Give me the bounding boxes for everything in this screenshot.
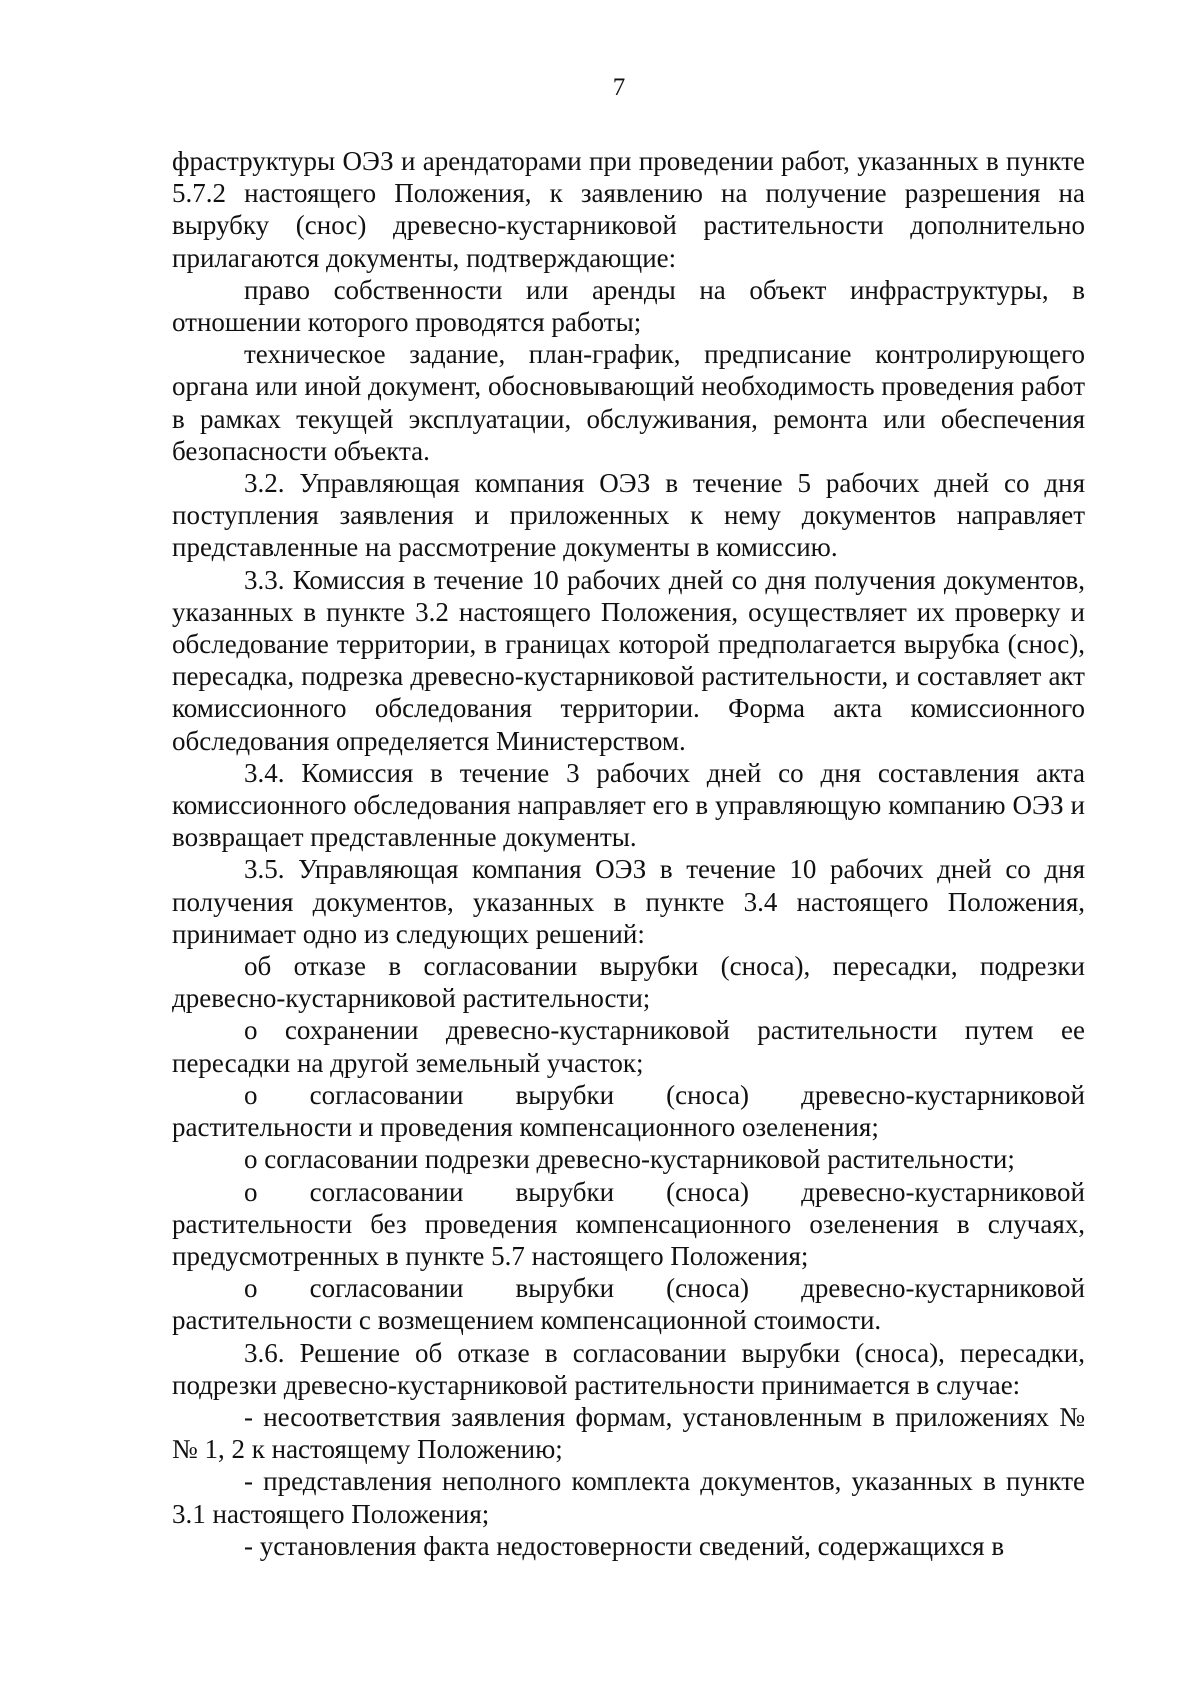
paragraph: - установления факта недостоверности сведений, содержащихся в (244, 1530, 1005, 1561)
paragraph: о согласовании подрезки древесно-кустарниковой растительности; (244, 1144, 1015, 1175)
paragraph: 3.5. Управляющая компания ОЭЗ в течение 10 рабочих дней со дня получения документов, указанных в пункте 3.4 настоящего Положения, принимает одно из следующих решений: (172, 854, 1085, 949)
paragraph: техническое задание, план-график, предписание контролирующего органа или иной документ, обосновывающий необходимость проведения работ в рамках текущей эксплуатации, обслуживания, ремонта или обеспечения безопасности объекта. (172, 339, 1085, 466)
paragraph: право собственности или аренды на объект инфраструктуры, в отношении которого проводятся работы; (172, 274, 1085, 338)
paragraph: 3.3. Комиссия в течение 10 рабочих дней со дня получения документов, указанных в пункте 3.2 настоящего Положения, осуществляет их проверку и обследование территории, в границах которой предполагается вырубка (снос), пересадка, подрезка древесно-кустарниковой растительности, и составляет акт комиссионного обследования территории. Форма акта комиссионного обследования определяется Министерством. (172, 564, 1085, 756)
paragraph: о согласовании вырубки (сноса) древесно-кустарниковой растительности и проведения компенсационного озеленения; (172, 1079, 1085, 1143)
paragraph: о согласовании вырубки (сноса) древесно-кустарниковой растительности с возмещением компенсационной стоимости. (172, 1273, 1085, 1336)
paragraph: - представления неполного комплекта документов, указанных в пункте 3.1 настоящего Положения; (172, 1466, 1085, 1529)
document-body (172, 145, 1085, 1562)
paragraph: о сохранении древесно-кустарниковой растительности путем ее пересадки на другой земельный участок; (172, 1015, 1085, 1078)
paragraph: 3.6. Решение об отказе в согласовании вырубки (сноса), пересадки, подрезки древесно-кустарниковой растительности принимается в случае: (172, 1337, 1085, 1400)
paragraph: 3.4. Комиссия в течение 3 рабочих дней со дня составления акта комиссионного обследования направляет его в управляющую компанию ОЭЗ и возвращает представленные документы. (172, 757, 1085, 853)
paragraph: 3.2. Управляющая компания ОЭЗ в течение 5 рабочих дней со дня поступления заявления и приложенных к нему документов направляет представленные на рассмотрение документы в комиссию. (172, 468, 1085, 563)
paragraph: - несоответствия заявления формам, установленным в приложениях №№ 1, 2 к настоящему Положению; (172, 1401, 1085, 1465)
paragraph: об отказе в согласовании вырубки (сноса), пересадки, подрезки древесно-кустарниковой растительности; (172, 951, 1085, 1014)
page-number: 7 (612, 74, 626, 101)
paragraph: фраструктуры ОЭЗ и арендаторами при проведении работ, указанных в пункте 5.7.2 настоящего Положения, к заявлению на получение разрешения на вырубку (снос) древесно-кустарниковой растительности дополнительно прилагаются документы, подтверждающие: (172, 146, 1085, 273)
paragraph: о согласовании вырубки (сноса) древесно-кустарниковой растительности без проведения компенсационного озеленения в случаях, предусмотренных в пункте 5.7 настоящего Положения; (172, 1176, 1085, 1271)
